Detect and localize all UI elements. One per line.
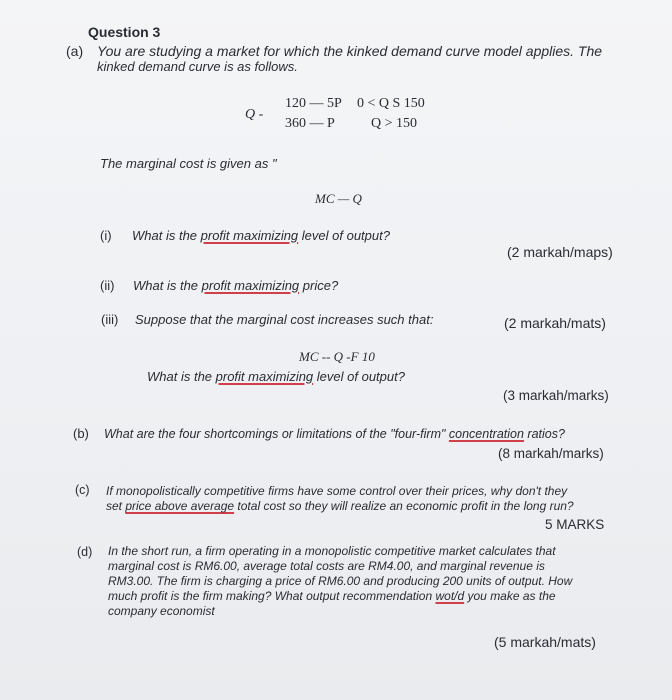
- part-a-intro-line1: You are studying a market for which the kinked demand curve model applies. The: [97, 43, 603, 59]
- equation-row1-expr: 120 — 5P: [285, 96, 342, 111]
- equation-row2-cond: Q > 150: [371, 116, 418, 131]
- sub-i-label: (i): [100, 228, 112, 243]
- sub-i-marks: (2 markah/maps): [507, 244, 613, 260]
- equation-lhs: Q -: [245, 107, 264, 122]
- sub-ii-marks: (2 markah/mats): [504, 315, 606, 331]
- part-d-line5: company economist: [108, 604, 215, 618]
- sub-i-question: What is the profit maximizing level of output?: [132, 228, 390, 243]
- part-b-question: What are the four shortcomings or limitations of the "four-firm" concentration ratios?: [104, 427, 565, 441]
- equation-row2-expr: 360 — P: [285, 116, 335, 131]
- sub-iii-marks: (3 markah/marks): [503, 388, 609, 403]
- equation-row1-cond: 0 < Q S 150: [357, 96, 425, 111]
- sub-ii-label: (ii): [100, 278, 115, 293]
- part-c-line1: If monopolistically competitive firms have some control over their prices, why don't they: [106, 484, 568, 498]
- part-c-line2: set price above average total cost so they will realize an economic profit in the long run?: [106, 499, 574, 513]
- part-b-marks: (8 markah/marks): [498, 446, 604, 461]
- mc-intro: The marginal cost is given as ": [100, 156, 277, 171]
- mc-equation: MC — Q: [315, 191, 362, 206]
- sub-iii-text: Suppose that the marginal cost increases such that:: [135, 312, 434, 327]
- sub-iii-mc-equation: MC -- Q -F 10: [299, 349, 375, 364]
- part-d-marks: (5 markah/mats): [494, 634, 596, 650]
- part-d-line3: RM3.00. The firm is charging a price of RM6.00 and producing 200 units of output. How: [108, 574, 573, 588]
- sub-iii-label: (iii): [101, 312, 119, 327]
- part-d-line4: much profit is the firm making? What output recommendation wot/d you make as the: [108, 589, 556, 603]
- question-title: Question 3: [88, 24, 161, 40]
- part-a-label: (a): [66, 43, 84, 59]
- part-d-line1: In the short run, a firm operating in a monopolistic competitive market calculates that: [108, 544, 556, 558]
- part-d-label: (d): [77, 545, 93, 559]
- sub-ii-question: What is the profit maximizing price?: [133, 278, 339, 293]
- part-c-label: (c): [75, 483, 90, 497]
- part-a-intro-line2: kinked demand curve is as follows.: [97, 59, 298, 74]
- part-d-line2: marginal cost is RM6.00, average total costs are RM4.00, and marginal revenue is: [108, 559, 545, 573]
- part-b-label: (b): [73, 426, 89, 441]
- part-c-marks: 5 MARKS: [545, 517, 605, 532]
- sub-iii-question: What is the profit maximizing level of output?: [147, 369, 405, 384]
